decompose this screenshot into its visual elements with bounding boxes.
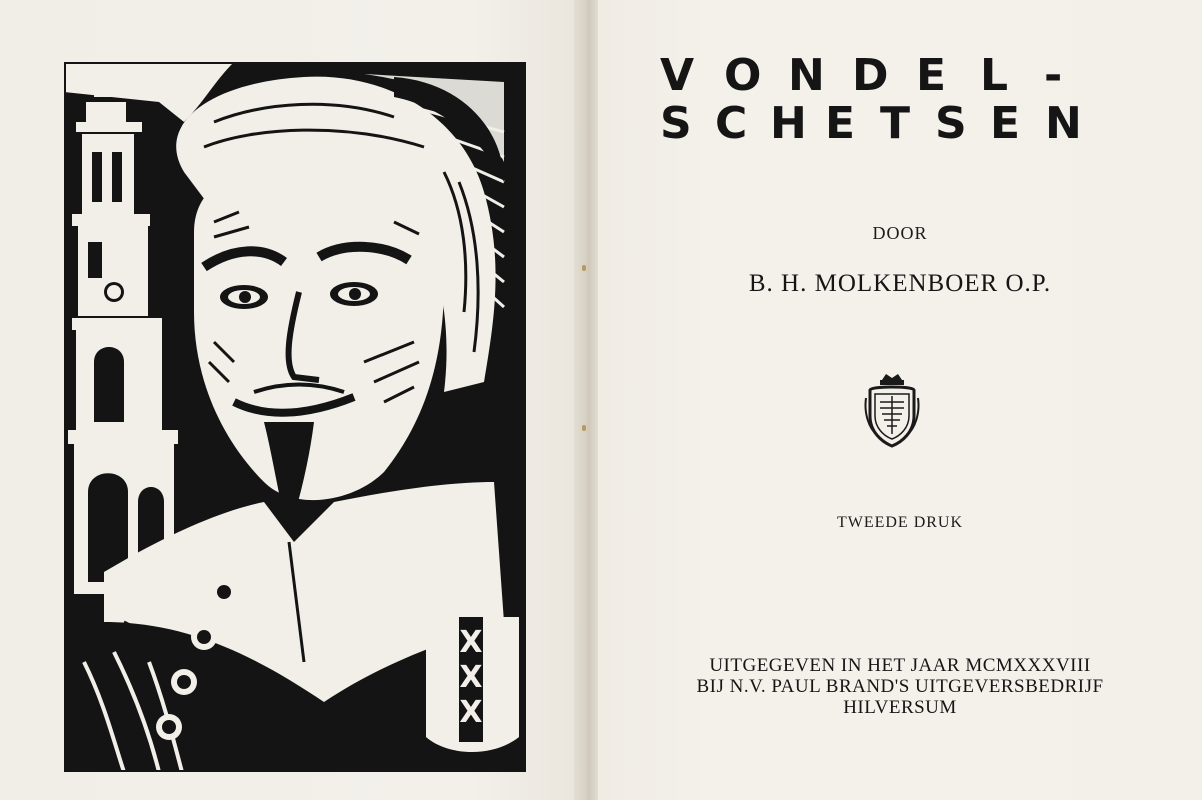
publisher-emblem-icon (864, 372, 920, 448)
left-page (0, 0, 588, 800)
title-letter: O (724, 50, 762, 101)
title-letter: S (660, 98, 692, 149)
frontispiece-woodcut-portrait (64, 62, 526, 772)
arms-cross: X (459, 625, 483, 660)
arms-cross: X (459, 660, 483, 695)
imprint-line: UITGEGEVEN IN HET JAAR MCMXXXVIII (709, 655, 1091, 676)
title-line-2 (660, 98, 1110, 149)
book-gutter (574, 0, 600, 800)
tower-illustration (68, 71, 178, 594)
title-letter: - (1044, 50, 1063, 101)
byline-prefix: DOOR (872, 223, 928, 243)
imprint-line: BIJ N.V. PAUL BRAND'S UITGEVERSBEDRIJF (696, 676, 1104, 697)
title-letter: N (788, 50, 825, 101)
title-letter: E (990, 98, 1021, 149)
title-letter: E (825, 98, 856, 149)
amsterdam-arms-panel (426, 617, 519, 752)
title-letter: H (770, 98, 807, 149)
title-letter: N (1045, 98, 1082, 149)
arms-cross: X (459, 695, 483, 730)
title-letter: C (715, 98, 748, 149)
imprint-line: HILVERSUM (843, 697, 957, 718)
binding-stitch (582, 425, 586, 431)
author-name: B. H. MOLKENBOER O.P. (748, 270, 1052, 297)
title-letter: E (916, 50, 947, 101)
title-line-1 (660, 50, 1110, 101)
title-letter: D (852, 50, 889, 101)
binding-stitch (582, 265, 586, 271)
imprint-block (600, 655, 1200, 718)
edition-label: TWEEDE DRUK (836, 514, 964, 531)
title-letter: V (660, 50, 695, 101)
title-letter: S (935, 98, 967, 149)
title-letter: L (980, 50, 1009, 101)
title-letter: T (880, 98, 911, 149)
